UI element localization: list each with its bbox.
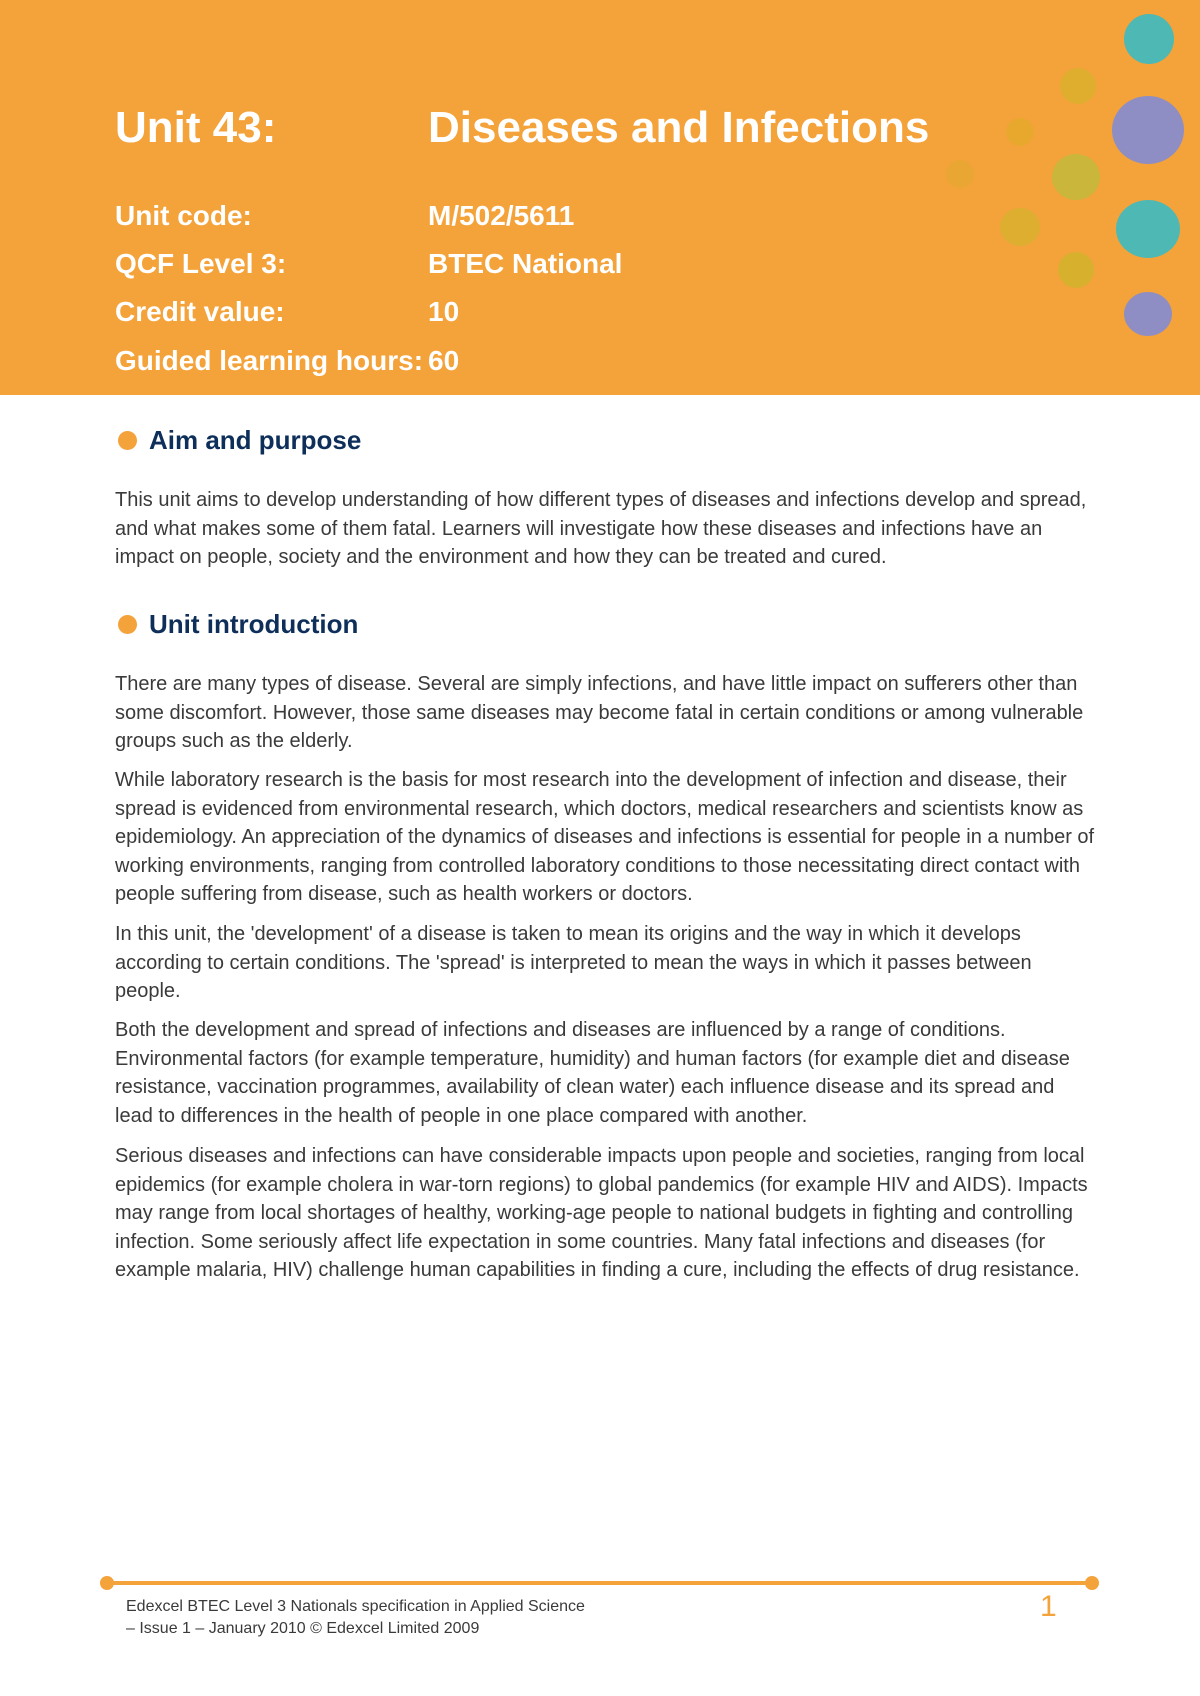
decorative-dot	[1000, 208, 1040, 246]
header-banner	[0, 0, 1200, 395]
bullet-icon	[118, 431, 137, 450]
intro-paragraph: In this unit, the 'development' of a disease is taken to mean its origins and the way in which it develops according to certain conditions. The 'spread' is interpreted to mean the ways in which it passes between people.	[115, 923, 1032, 1002]
section-heading-aim	[115, 422, 361, 458]
decorative-dot	[1006, 118, 1034, 146]
intro-paragraph: There are many types of disease. Several are simply infections, and have little impact on sufferers other than some discomfort. However, those same diseases may become fatal in certain conditions or among vulnerable groups such as the elderly.	[115, 673, 1084, 752]
meta-value: BTEC National	[428, 248, 623, 279]
meta-value: 10	[428, 296, 460, 327]
decorative-dot	[1124, 292, 1172, 336]
unit-label: Unit 43:	[115, 103, 277, 152]
page-number: 1	[1040, 1590, 1057, 1623]
meta-label: Guided learning hours:	[115, 345, 424, 376]
decorative-dot	[1058, 252, 1094, 288]
decorative-dot	[1052, 154, 1100, 200]
footer-rule	[106, 1581, 1092, 1585]
bullet-icon	[118, 615, 137, 634]
decorative-dot	[1060, 68, 1096, 104]
meta-value: M/502/5611	[428, 200, 575, 231]
intro-paragraph: Both the development and spread of infections and diseases are influenced by a range of conditions. Environmental factors (for example temperature, humidity) and human factors (for example diet and disease resistance, vaccination programmes, availability of clean water) each influence disease and its spread and lead to differences in the health of people in one place compared with another.	[115, 1019, 1070, 1127]
unit-title: Diseases and Infections	[428, 103, 930, 152]
meta-label: QCF Level 3:	[115, 248, 287, 279]
aim-paragraph: This unit aims to develop understanding of how different types of diseases and infections develop and spread, and what makes some of them fatal. Learners will investigate how these diseases and infections have an impact on people, society and the environment and how they can be treated and cured.	[115, 489, 1087, 568]
heading-text: Unit introduction	[149, 609, 359, 639]
heading-text: Aim and purpose	[149, 425, 362, 455]
decorative-dot	[1124, 14, 1174, 64]
decorative-dot	[946, 160, 974, 188]
decorative-dot	[1112, 96, 1184, 164]
intro-paragraph: While laboratory research is the basis for most research into the development of infection and disease, their spread is evidenced from environmental research, which doctors, medical researchers and scientists know as epidemiology. An appreciation of the dynamics of diseases and infections is essential for people in a number of working environments, ranging from controlled laboratory conditions to those necessitating direct contact with people suffering from disease, such as health workers or doctors.	[115, 769, 1095, 905]
meta-label: Credit value:	[115, 296, 285, 327]
section-heading-intro	[115, 606, 358, 642]
intro-paragraph: Serious diseases and infections can have considerable impacts upon people and societies, ranging from local epidemics (for example cholera in war-torn regions) to global pandemics (for example HIV and AIDS). Impacts may range from local shortages of healthy, working-age people to national budgets in fighting and controlling infection. Some seriously affect life expectation in some countries. Many fatal infections and diseases (for example malaria, HIV) challenge human capabilities in finding a cure, including the effects of drug resistance.	[115, 1145, 1088, 1281]
decorative-dot	[1116, 200, 1180, 258]
footer-line-1: Edexcel BTEC Level 3 Nationals specification in Applied Science	[126, 1598, 585, 1615]
footer-citation	[126, 1596, 585, 1640]
footer-line-endpoint	[1085, 1576, 1099, 1590]
footer-line-2: – Issue 1 – January 2010 © Edexcel Limited 2009	[126, 1620, 480, 1637]
meta-value: 60	[428, 345, 460, 376]
meta-label: Unit code:	[115, 200, 252, 231]
